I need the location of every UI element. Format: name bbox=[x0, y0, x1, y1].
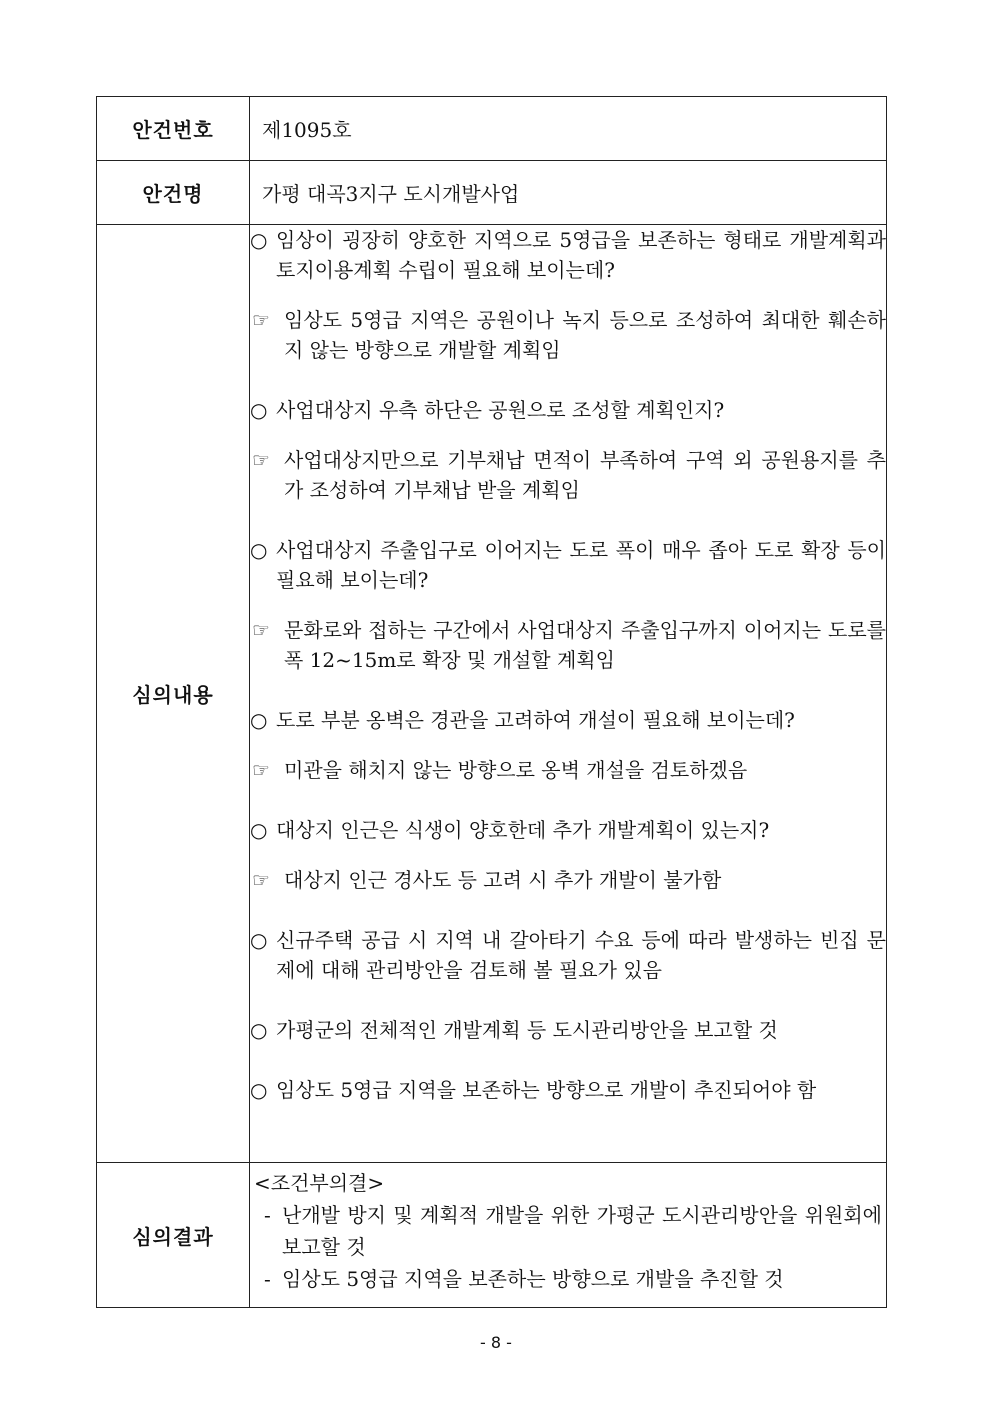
review-content bbox=[250, 225, 887, 1163]
review-item-text: 임상도 5영급 지역을 보존하는 방향으로 개발이 추진되어야 함 bbox=[276, 1078, 817, 1102]
review-item-text: 사업대상지 주출입구로 이어지는 도로 폭이 매우 좁아 도로 확장 등이 필요해 보이는데? bbox=[276, 538, 886, 592]
review-answer bbox=[250, 615, 886, 675]
review-list bbox=[250, 225, 886, 1105]
agenda-number-label: 안건번호 bbox=[97, 97, 250, 161]
pointing-hand-icon: ☞ bbox=[252, 758, 270, 782]
review-answer bbox=[250, 445, 886, 505]
agenda-table bbox=[96, 96, 887, 1308]
result-bullet-text: 난개발 방지 및 계획적 개발을 위한 가평군 도시관리방안을 위원회에 보고할 것 bbox=[282, 1203, 882, 1259]
pointing-hand-icon: ☞ bbox=[252, 618, 270, 642]
pointing-hand-icon: ☞ bbox=[252, 868, 270, 892]
dash-marker: - bbox=[264, 1203, 271, 1227]
circle-bullet-icon: ○ bbox=[250, 228, 268, 252]
review-item-text: 임상이 굉장히 양호한 지역으로 5영급을 보존하는 형태로 개발계획과 토지이용계획 수립이 필요해 보이는데? bbox=[276, 228, 886, 282]
agenda-name-label: 안건명 bbox=[97, 161, 250, 225]
agenda-number-value: 제1095호 bbox=[250, 97, 887, 161]
result-bullet-text: 임상도 5영급 지역을 보존하는 방향으로 개발을 추진할 것 bbox=[282, 1267, 784, 1291]
circle-bullet-icon: ○ bbox=[250, 708, 268, 732]
review-item-text: 임상도 5영급 지역은 공원이나 녹지 등으로 조성하여 최대한 훼손하지 않는 방향으로 개발할 계획임 bbox=[284, 308, 886, 362]
review-item-text: 대상지 인근 경사도 등 고려 시 추가 개발이 불가함 bbox=[284, 868, 722, 892]
review-question bbox=[250, 925, 886, 985]
review-question bbox=[250, 705, 886, 735]
review-answer bbox=[250, 305, 886, 365]
circle-bullet-icon: ○ bbox=[250, 1078, 268, 1102]
dash-marker: - bbox=[264, 1267, 271, 1291]
review-item-text: 가평군의 전체적인 개발계획 등 도시관리방안을 보고할 것 bbox=[276, 1018, 778, 1042]
review-question bbox=[250, 535, 886, 595]
circle-bullet-icon: ○ bbox=[250, 538, 268, 562]
pointing-hand-icon: ☞ bbox=[252, 308, 270, 332]
review-item-text: 신규주택 공급 시 지역 내 갈아타기 수요 등에 따라 발생하는 빈집 문제에 대해 관리방안을 검토해 볼 필요가 있음 bbox=[276, 928, 886, 982]
review-result-label: 심의결과 bbox=[97, 1163, 250, 1308]
review-question bbox=[250, 1075, 886, 1105]
review-item-text: 사업대상지 우측 하단은 공원으로 조성할 계획인지? bbox=[276, 398, 725, 422]
review-item-text: 대상지 인근은 식생이 양호한데 추가 개발계획이 있는지? bbox=[276, 818, 770, 842]
circle-bullet-icon: ○ bbox=[250, 1018, 268, 1042]
agenda-name-value: 가평 대곡3지구 도시개발사업 bbox=[250, 161, 887, 225]
page-number: - 8 - bbox=[480, 1333, 512, 1352]
review-answer bbox=[250, 865, 886, 895]
review-content-label: 심의내용 bbox=[97, 225, 250, 1163]
review-item-text: 미관을 해치지 않는 방향으로 옹벽 개설을 검토하겠음 bbox=[284, 758, 748, 782]
pointing-hand-icon: ☞ bbox=[252, 448, 270, 472]
review-item-text: 사업대상지만으로 기부채납 면적이 부족하여 구역 외 공원용지를 추가 조성하여 기부채납 받을 계획임 bbox=[284, 448, 886, 502]
review-question bbox=[250, 815, 886, 845]
review-item-text: 도로 부분 옹벽은 경관을 고려하여 개설이 필요해 보이는데? bbox=[276, 708, 795, 732]
result-bullet bbox=[254, 1263, 882, 1295]
circle-bullet-icon: ○ bbox=[250, 398, 268, 422]
result-bullet bbox=[254, 1199, 882, 1263]
review-result bbox=[250, 1163, 887, 1308]
result-heading: <조건부의결> bbox=[254, 1171, 385, 1195]
review-question bbox=[250, 395, 886, 425]
review-item-text: 문화로와 접하는 구간에서 사업대상지 주출입구까지 이어지는 도로를 폭 12~15m로 확장 및 개설할 계획임 bbox=[284, 618, 886, 672]
review-answer bbox=[250, 755, 886, 785]
review-question bbox=[250, 1015, 886, 1045]
review-question bbox=[250, 225, 886, 285]
circle-bullet-icon: ○ bbox=[250, 928, 268, 952]
circle-bullet-icon: ○ bbox=[250, 818, 268, 842]
